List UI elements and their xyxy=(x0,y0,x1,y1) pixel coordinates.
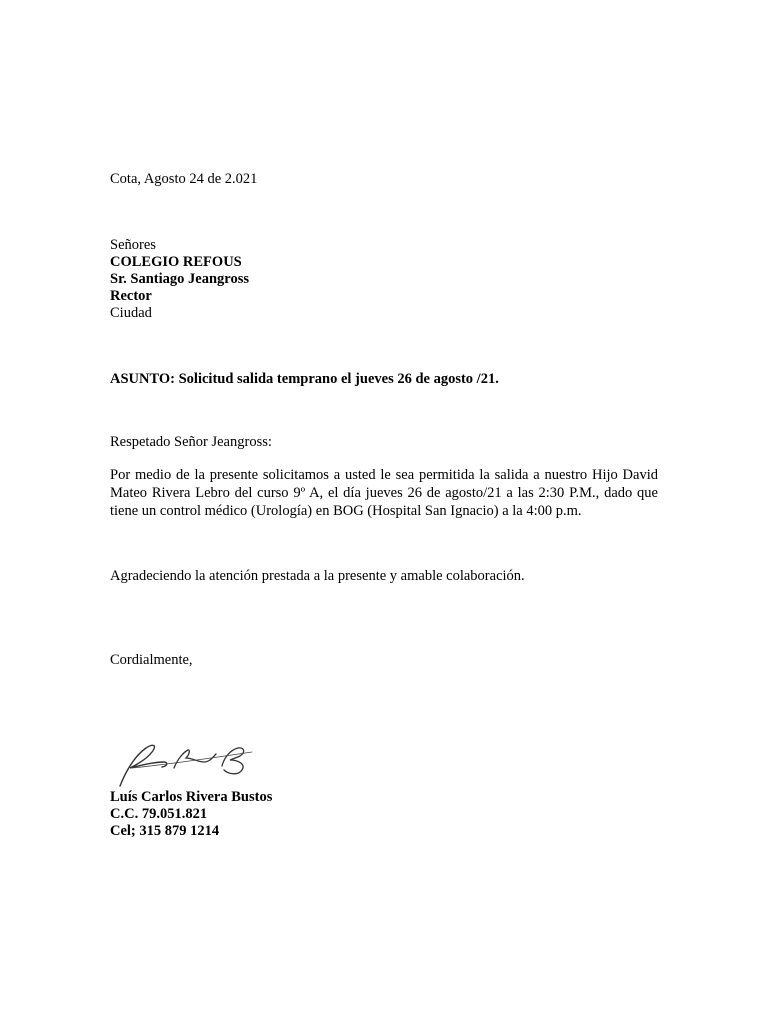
sender-name: Luís Carlos Rivera Bustos xyxy=(110,789,273,805)
body-paragraph: Por medio de la presente solicitamos a usted le sea permitida la salida a nuestro Hijo David Mateo Rivera Lebro del curso 9º A, el día jueves 26 de agosto/21 a las 2:30 P.M., dado que tiene un control médico (Urología) en BOG (Hospital San Ignacio) a la 4:00 p.m. xyxy=(110,467,658,519)
recipient-institution: COLEGIO REFOUS xyxy=(110,254,242,270)
recipient-salutation: Señores xyxy=(110,237,156,253)
sender-id: C.C. 79.051.821 xyxy=(110,806,208,822)
closing: Cordialmente, xyxy=(110,652,193,668)
recipient-city: Ciudad xyxy=(110,305,152,321)
place-date: Cota, Agosto 24 de 2.021 xyxy=(110,171,258,187)
signature-image xyxy=(112,736,262,792)
greeting: Respetado Señor Jeangross: xyxy=(110,434,272,450)
thanks-line: Agradeciendo la atención prestada a la presente y amable colaboración. xyxy=(110,568,525,584)
recipient-title: Rector xyxy=(110,288,152,304)
sender-phone: Cel; 315 879 1214 xyxy=(110,823,220,839)
recipient-name: Sr. Santiago Jeangross xyxy=(110,271,249,287)
subject-line: ASUNTO: Solicitud salida temprano el jueves 26 de agosto /21. xyxy=(110,371,499,387)
